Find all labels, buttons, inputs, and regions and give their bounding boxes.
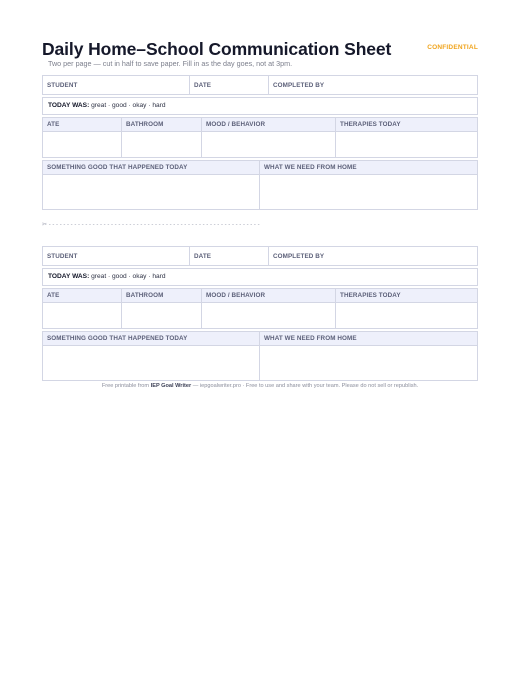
something-good-label: SOMETHING GOOD THAT HAPPENED TODAY	[43, 332, 260, 346]
ate-label: ATE	[43, 289, 122, 303]
something-good-field[interactable]	[43, 175, 260, 210]
ate-field[interactable]	[43, 132, 122, 158]
footer-brand-link[interactable]: IEP Goal Writer	[150, 383, 192, 389]
today-was-options: great · good · okay · hard	[91, 273, 166, 280]
bathroom-field[interactable]	[122, 132, 202, 158]
student-field[interactable]: STUDENT	[43, 247, 190, 266]
date-field[interactable]: DATE	[190, 76, 269, 95]
date-field[interactable]: DATE	[190, 247, 269, 266]
today-was-field[interactable]	[42, 268, 478, 286]
bathroom-field[interactable]	[122, 303, 202, 329]
notes-table	[42, 160, 478, 210]
mood-behavior-label: MOOD / BEHAVIOR	[202, 289, 336, 303]
footer-suffix: — iepgoalwriter.pro · Free to use and share with your team. Please do not sell or republish.	[192, 383, 419, 389]
therapies-label: THERAPIES TODAY	[336, 118, 478, 132]
need-from-home-field[interactable]	[260, 175, 478, 210]
ate-field[interactable]	[43, 303, 122, 329]
bathroom-label: BATHROOM	[122, 118, 202, 132]
mood-behavior-field[interactable]	[202, 132, 336, 158]
today-was-label: TODAY WAS:	[48, 273, 90, 280]
daily-log-table	[42, 288, 478, 329]
confidential-badge: CONFIDENTIAL	[427, 44, 478, 51]
communication-sheet-bottom	[42, 246, 478, 381]
bathroom-label: BATHROOM	[122, 289, 202, 303]
student-info-table	[42, 246, 478, 266]
footer-prefix: Free printable from	[101, 383, 150, 389]
mood-behavior-label: MOOD / BEHAVIOR	[202, 118, 336, 132]
today-was-options: great · good · okay · hard	[91, 102, 166, 109]
therapies-field[interactable]	[336, 132, 478, 158]
something-good-label: SOMETHING GOOD THAT HAPPENED TODAY	[43, 161, 260, 175]
something-good-field[interactable]	[43, 346, 260, 381]
cut-line: ✂ - - - - - - - - - - - - - - - - - - - - - - - - - - - - - - - - - - - - - - - - - - - - - - - - - - - - - - - - - -	[42, 222, 260, 228]
page-title: Daily Home–School Communication Sheet	[42, 39, 392, 59]
daily-log-table	[42, 117, 478, 158]
student-info-table	[42, 75, 478, 95]
completed-by-field[interactable]: COMPLETED BY	[269, 247, 478, 266]
ate-label: ATE	[43, 118, 122, 132]
therapies-field[interactable]	[336, 303, 478, 329]
notes-table	[42, 331, 478, 381]
today-was-label: TODAY WAS:	[48, 102, 90, 109]
page-footer	[42, 383, 478, 389]
page-subtitle: Two per page — cut in half to save paper. Fill in as the day goes, not at 3pm.	[48, 59, 293, 68]
student-field[interactable]: STUDENT	[43, 76, 190, 95]
mood-behavior-field[interactable]	[202, 303, 336, 329]
need-from-home-label: WHAT WE NEED FROM HOME	[260, 332, 478, 346]
need-from-home-field[interactable]	[260, 346, 478, 381]
therapies-label: THERAPIES TODAY	[336, 289, 478, 303]
today-was-field[interactable]	[42, 97, 478, 115]
need-from-home-label: WHAT WE NEED FROM HOME	[260, 161, 478, 175]
completed-by-field[interactable]: COMPLETED BY	[269, 76, 478, 95]
communication-sheet-top	[42, 75, 478, 210]
